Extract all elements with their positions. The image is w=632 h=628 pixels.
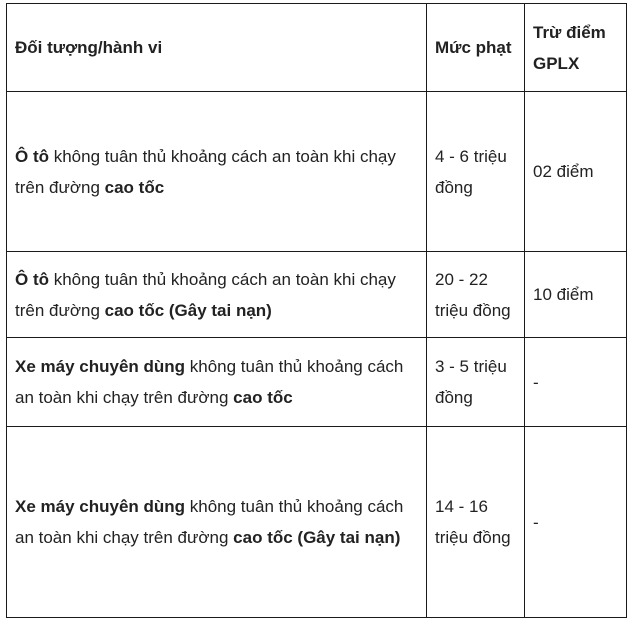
penalty-table: [6, 3, 627, 618]
behavior-text: không tuân thủ khoảng cách an toàn khi chạy trên đường: [15, 269, 396, 320]
table-row: [7, 252, 627, 338]
cell-points: -: [525, 427, 627, 618]
cell-fine: 20 - 22 triệu đồng: [427, 252, 525, 338]
table-row: [7, 338, 627, 427]
behavior-text: không tuân thủ khoảng cách an toàn khi chạy trên đường: [15, 497, 404, 547]
subject-text: Xe máy chuyên dùng: [15, 497, 186, 516]
cell-subject-behavior: [7, 92, 427, 252]
cell-subject-behavior: [7, 338, 427, 427]
cell-fine: 14 - 16 triệu đồng: [427, 427, 525, 618]
cell-points: -: [525, 338, 627, 427]
cell-points: 10 điểm: [525, 252, 627, 338]
road-text: cao tốc: [104, 177, 165, 197]
subject-text: Ô tô: [15, 146, 49, 166]
subject-text: Ô tô: [15, 269, 49, 289]
behavior-text: không tuân thủ khoảng cách an toàn khi chạy trên đường: [15, 146, 396, 197]
road-text: cao tốc: [233, 388, 293, 407]
cell-fine: 3 - 5 triệu đồng: [427, 338, 525, 427]
cell-fine: 4 - 6 triệu đồng: [427, 92, 525, 252]
header-fine: Mức phạt: [427, 4, 525, 92]
header-subject: Đối tượng/hành vi: [7, 4, 427, 92]
road-text: cao tốc (Gây tai nạn): [233, 528, 401, 547]
table-header-row: [7, 4, 627, 92]
subject-text: Xe máy chuyên dùng: [15, 357, 186, 376]
header-points: Trừ điểm GPLX: [525, 4, 627, 92]
cell-points: 02 điểm: [525, 92, 627, 252]
cell-subject-behavior: [7, 252, 427, 338]
table-row: [7, 92, 627, 252]
behavior-text: không tuân thủ khoảng cách an toàn khi chạy trên đường: [15, 357, 404, 407]
cell-subject-behavior: [7, 427, 427, 618]
table-row: [7, 427, 627, 618]
road-text: cao tốc (Gây tai nạn): [104, 300, 272, 320]
